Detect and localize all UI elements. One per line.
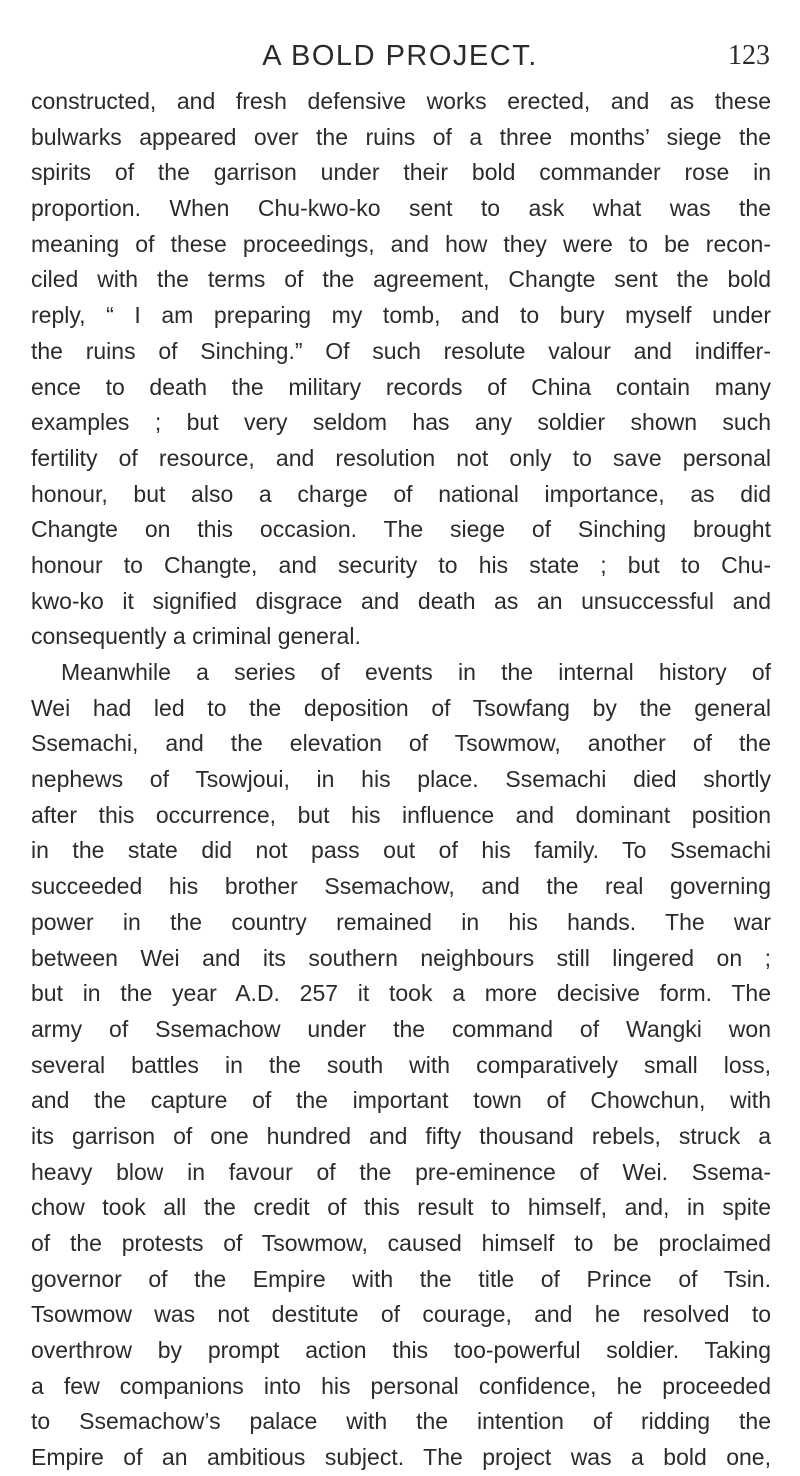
- text-line: ence to death the military records of China contain many: [31, 373, 771, 400]
- text-line: proportion. When Chu-kwo-ko sent to ask what was the: [31, 195, 771, 222]
- text-line: Ssemachi, and the elevation of Tsowmow, another of the: [31, 730, 771, 757]
- paragraph-start-line: Meanwhile a series of events in the internal history of: [61, 659, 771, 685]
- running-head: [30, 36, 770, 76]
- text-line: honour, but also a charge of national importance, as did: [31, 480, 771, 507]
- text-line: Changte on this occasion. The siege of Sinching brought: [31, 516, 771, 543]
- text-line: the ruins of Sinching.” Of such resolute valour and indiffer-: [31, 337, 771, 364]
- text-line: power in the country remained in his hands. The war: [31, 908, 771, 935]
- text-line: army of Ssemachow under the command of Wangki won: [31, 1015, 771, 1042]
- text-line: Empire of an ambitious subject. The project was a bold one,: [31, 1444, 771, 1471]
- text-line: meaning of these proceedings, and how they were to be recon-: [31, 230, 771, 257]
- text-line: constructed, and fresh defensive works erected, and as these: [31, 88, 771, 114]
- text-line: consequently a criminal general.: [31, 623, 361, 650]
- chapter-heading: A BOLD PROJECT.: [262, 40, 538, 72]
- text-line: kwo-ko it signified disgrace and death as an unsuccessful and: [31, 587, 771, 614]
- text-line: a few companions into his personal confidence, he proceeded: [31, 1372, 771, 1399]
- text-line: spirits of the garrison under their bold commander rose in: [31, 159, 771, 186]
- text-line: heavy blow in favour of the pre-eminence of Wei. Ssema-: [31, 1158, 771, 1185]
- text-line: bulwarks appeared over the ruins of a three months’ siege the: [31, 123, 771, 150]
- body-text: [31, 84, 771, 1476]
- text-line: reply, “ I am preparing my tomb, and to bury myself under: [31, 302, 771, 329]
- text-line: nephews of Tsowjoui, in his place. Ssemachi died shortly: [31, 766, 771, 793]
- text-line: after this occurrence, but his influence and dominant position: [31, 801, 771, 828]
- text-line: but in the year A.D. 257 it took a more decisive form. The: [31, 980, 771, 1007]
- text-line: governor of the Empire with the title of Prince of Tsin.: [31, 1265, 771, 1292]
- text-line: ciled with the terms of the agreement, Changte sent the bold: [31, 266, 771, 293]
- page-number: 123: [728, 40, 770, 71]
- text-line: of the protests of Tsowmow, caused himself to be proclaimed: [31, 1230, 771, 1256]
- text-line: in the state did not pass out of his family. To Ssemachi: [31, 837, 771, 864]
- text-line: examples ; but very seldom has any soldier shown such: [31, 409, 771, 436]
- text-line: honour to Changte, and security to his state ; but to Chu-: [31, 551, 771, 578]
- text-line: between Wei and its southern neighbours still lingered on ;: [31, 944, 771, 971]
- text-line: and the capture of the important town of Chowchun, with: [31, 1087, 771, 1114]
- text-line: to Ssemachow’s palace with the intention of ridding the: [31, 1408, 771, 1435]
- text-line: succeeded his brother Ssemachow, and the real governing: [31, 873, 771, 900]
- text-line: overthrow by prompt action this too-powerful soldier. Taking: [31, 1337, 771, 1364]
- text-line: its garrison of one hundred and fifty thousand rebels, struck a: [31, 1122, 771, 1149]
- text-line: Wei had led to the deposition of Tsowfang by the general: [31, 694, 771, 721]
- text-line: chow took all the credit of this result to himself, and, in spite: [31, 1194, 771, 1221]
- text-line: Tsowmow was not destitute of courage, and he resolved to: [31, 1301, 771, 1328]
- text-line: fertility of resource, and resolution not only to save personal: [31, 444, 771, 471]
- text-line: several battles in the south with comparatively small loss,: [31, 1051, 771, 1078]
